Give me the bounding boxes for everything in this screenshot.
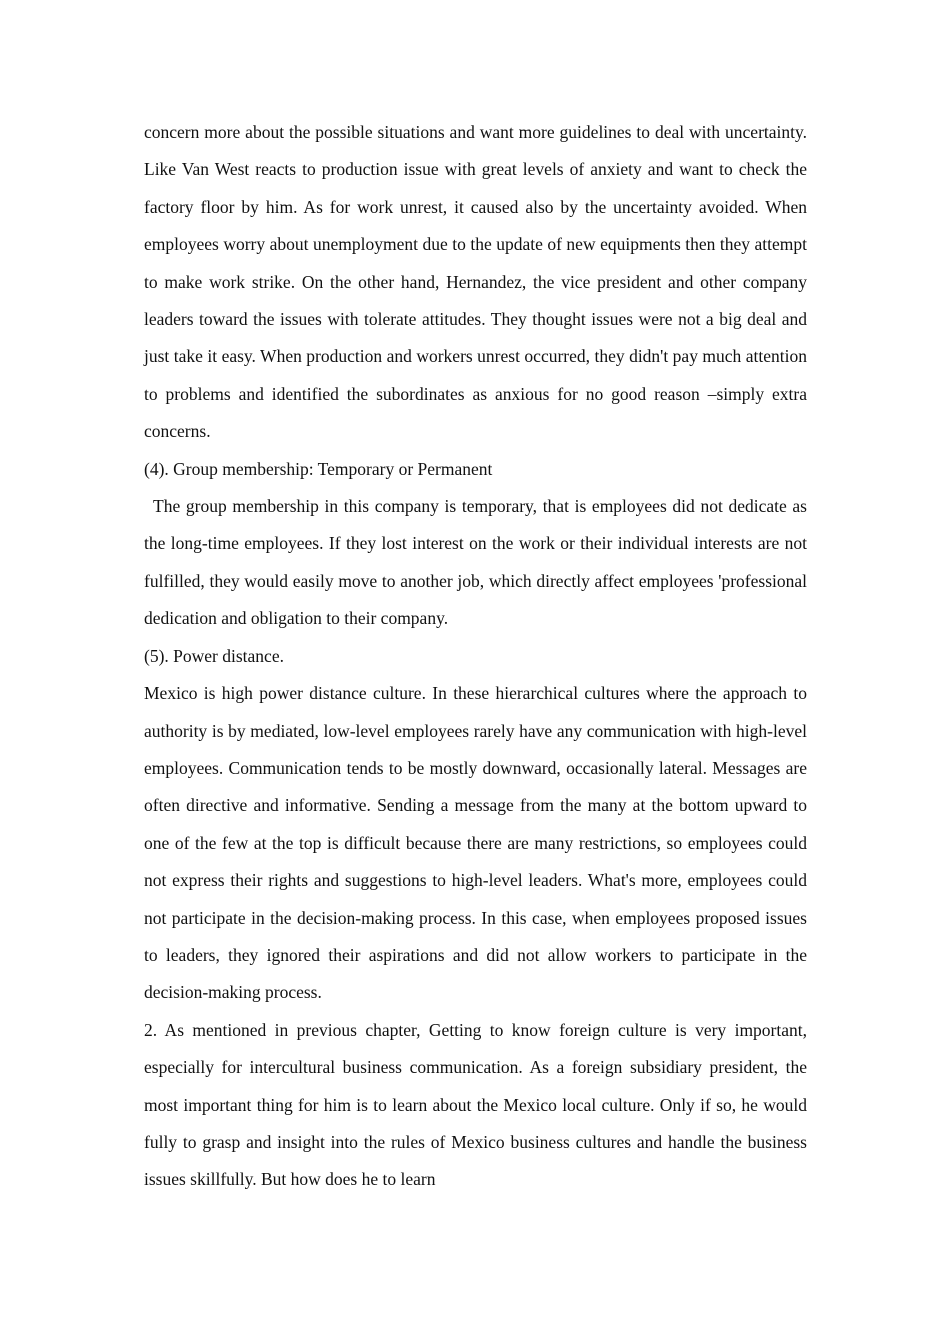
paragraph-power-distance: Mexico is high power distance culture. In these hierarchical cultures where the approach to authority is by mediated, low-level employees rarely have any communication with high-level employees. Communication tends to be mostly downward, occasionally lateral. Messages are often directive and informative. Sending a message from the many at the bottom upward to one of the few at the top is difficult because there are many restrictions, so employees could not express their rights and suggestions to high-level leaders. What's more, employees could not participate in the decision-making process. In this case, when employees proposed issues to leaders, they ignored their aspirations and did not allow workers to participate in the decision-making process.: [144, 683, 807, 1003]
heading-power-distance: (5). Power distance.: [144, 645, 284, 666]
paragraph-point-2: 2. As mentioned in previous chapter, Getting to know foreign culture is very important, especially for intercultural business communication. As a foreign subsidiary president, the most important thing for him is to learn about the Mexico local culture. Only if so, he would fully to grasp and insight into the rules of Mexico business cultures and handle the business issues skillfully. But how does he to learn: [144, 1019, 807, 1190]
paragraph-uncertainty-avoidance: concern more about the possible situations and want more guidelines to deal with uncertainty. Like Van West reacts to production issue with great levels of anxiety and want to check the factory floor by him. As for work unrest, it caused also by the uncertainty avoided. When employees worry about unemployment due to the update of new equipments then they attempt to make work strike. On the other hand, Hernandez, the vice president and other company leaders toward the issues with tolerate attitudes. They thought issues were not a big deal and just take it easy. When production and workers unrest occurred, they didn't pay much attention to problems and identified the subordinates as anxious for no good reason –simply extra concerns.: [144, 122, 807, 442]
paragraph-group-membership: The group membership in this company is temporary, that is employees did not dedicate as the long-time employees. If they lost interest on the work or their individual interests are not fulfilled, they would easily move to another job, which directly affect employees 'professional dedication and obligation to their company.: [144, 496, 807, 629]
document-page: [144, 114, 807, 1199]
heading-group-membership: (4). Group membership: Temporary or Permanent: [144, 458, 493, 479]
